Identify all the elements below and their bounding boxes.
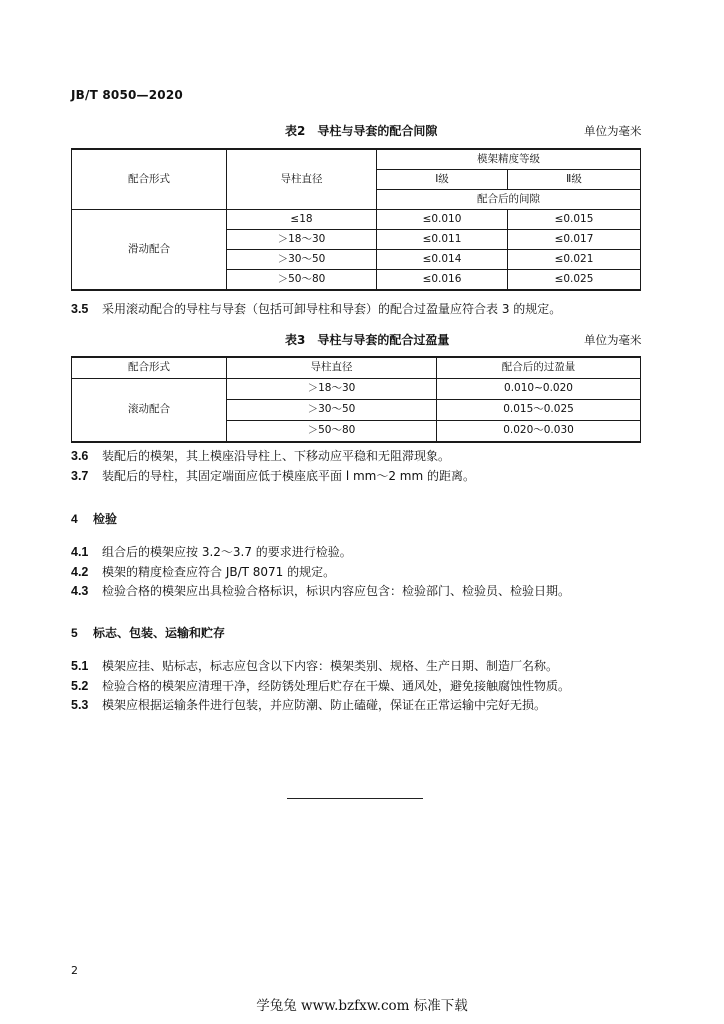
table3-caption: 表3 导柱与导套的配合过盈量 [285, 333, 450, 347]
clause-number: 4.2 [71, 565, 89, 579]
table-cell: ≤0.016 [377, 270, 508, 291]
table-cell: ≤18 [227, 210, 377, 230]
clause-3-7 [71, 469, 475, 483]
table-cell: ≤0.025 [508, 270, 641, 291]
clause-5-3 [71, 698, 546, 712]
section-number: 4 [71, 512, 78, 526]
table3-head-diameter: 导柱直径 [227, 357, 437, 379]
table2-unit: 单位为毫米 [584, 124, 642, 138]
clause-5-1 [71, 659, 558, 673]
clause-number: 5.3 [71, 698, 89, 712]
clause-3-6 [71, 449, 450, 463]
table-cell: ≤0.010 [377, 210, 508, 230]
clause-number: 4.3 [71, 584, 89, 598]
table-cell: 0.015～0.025 [437, 400, 641, 421]
table-row [72, 210, 641, 230]
table-cell: ≤0.014 [377, 250, 508, 270]
section-4-heading [71, 510, 117, 527]
table2-head-diameter: 导柱直径 [227, 149, 377, 210]
table-cell: ＞50～80 [227, 270, 377, 291]
clause-4-2 [71, 565, 335, 579]
page-number: 2 [71, 964, 78, 977]
end-of-document-rule [287, 798, 423, 799]
clause-3-5 [71, 302, 561, 316]
section-5-heading [71, 624, 225, 641]
section-number: 5 [71, 626, 78, 640]
table3-head-value: 配合后的过盈量 [437, 357, 641, 379]
clause-number: 3.5 [71, 302, 89, 316]
section-title: 标志、包装、运输和贮存 [93, 626, 226, 640]
table-cell: ≤0.011 [377, 230, 508, 250]
table-cell: ＞18～30 [227, 230, 377, 250]
footer-watermark: 学兔兔 www.bzfxw.com 标准下载 [256, 998, 468, 1014]
clause-text: 组合后的模架应按 3.2～3.7 的要求进行检验。 [102, 545, 352, 559]
table2 [71, 148, 641, 291]
table2-fit-type: 滑动配合 [72, 210, 227, 291]
clause-text: 装配后的导柱，其固定端面应低于模座底平面 l mm～2 mm 的距离。 [102, 469, 475, 483]
table3-head-form: 配合形式 [72, 357, 227, 379]
clause-number: 3.6 [71, 449, 89, 463]
table3 [71, 356, 641, 443]
clause-5-2 [71, 679, 570, 693]
table2-head-grade2: Ⅱ级 [508, 170, 641, 190]
table-cell: ＞30～50 [227, 250, 377, 270]
table-cell: ＞30～50 [227, 400, 437, 421]
clause-text: 检验合格的模架应清理干净，经防锈处理后贮存在干燥、通风处，避免接触腐蚀性物质。 [102, 679, 571, 693]
clause-number: 4.1 [71, 545, 89, 559]
clause-4-1 [71, 545, 352, 559]
table3-fit-type: 滚动配合 [72, 379, 227, 443]
table3-unit: 单位为毫米 [584, 333, 642, 347]
clause-4-3 [71, 584, 570, 598]
table-cell: ≤0.017 [508, 230, 641, 250]
table-cell: ≤0.021 [508, 250, 641, 270]
table-row [72, 379, 641, 400]
table-cell: ＞18～30 [227, 379, 437, 400]
table2-caption: 表2 导柱与导套的配合间隙 [285, 124, 438, 138]
table-cell: ＞50～80 [227, 421, 437, 443]
clause-text: 检验合格的模架应出具检验合格标识，标识内容应包含：检验部门、检验员、检验日期。 [102, 584, 571, 598]
table2-head-after: 配合后的间隙 [377, 190, 641, 210]
clause-number: 5.2 [71, 679, 89, 693]
clause-number: 5.1 [71, 659, 89, 673]
clause-number: 3.7 [71, 469, 89, 483]
section-title: 检验 [93, 512, 118, 526]
clause-text: 模架应根据运输条件进行包装，并应防潮、防止磕碰，保证在正常运输中完好无损。 [102, 698, 547, 712]
clause-text: 模架的精度检查应符合 JB/T 8071 的规定。 [102, 565, 336, 579]
clause-text: 模架应挂、贴标志，标志应包含以下内容：模架类别、规格、生产日期、制造厂名称。 [102, 659, 559, 673]
table2-head-grade-group: 模架精度等级 [377, 149, 641, 170]
table-cell: 0.020～0.030 [437, 421, 641, 443]
table-cell: 0.010~0.020 [437, 379, 641, 400]
table2-head-grade1: Ⅰ级 [377, 170, 508, 190]
table2-head-form: 配合形式 [72, 149, 227, 210]
clause-text: 采用滚动配合的导柱与导套（包括可卸导柱和导套）的配合过盈量应符合表 3 的规定。 [102, 302, 562, 316]
table-cell: ≤0.015 [508, 210, 641, 230]
clause-text: 装配后的模架，其上模座沿导柱上、下移动应平稳和无阻滞现象。 [102, 449, 451, 463]
standard-number: JB/T 8050—2020 [71, 88, 183, 102]
